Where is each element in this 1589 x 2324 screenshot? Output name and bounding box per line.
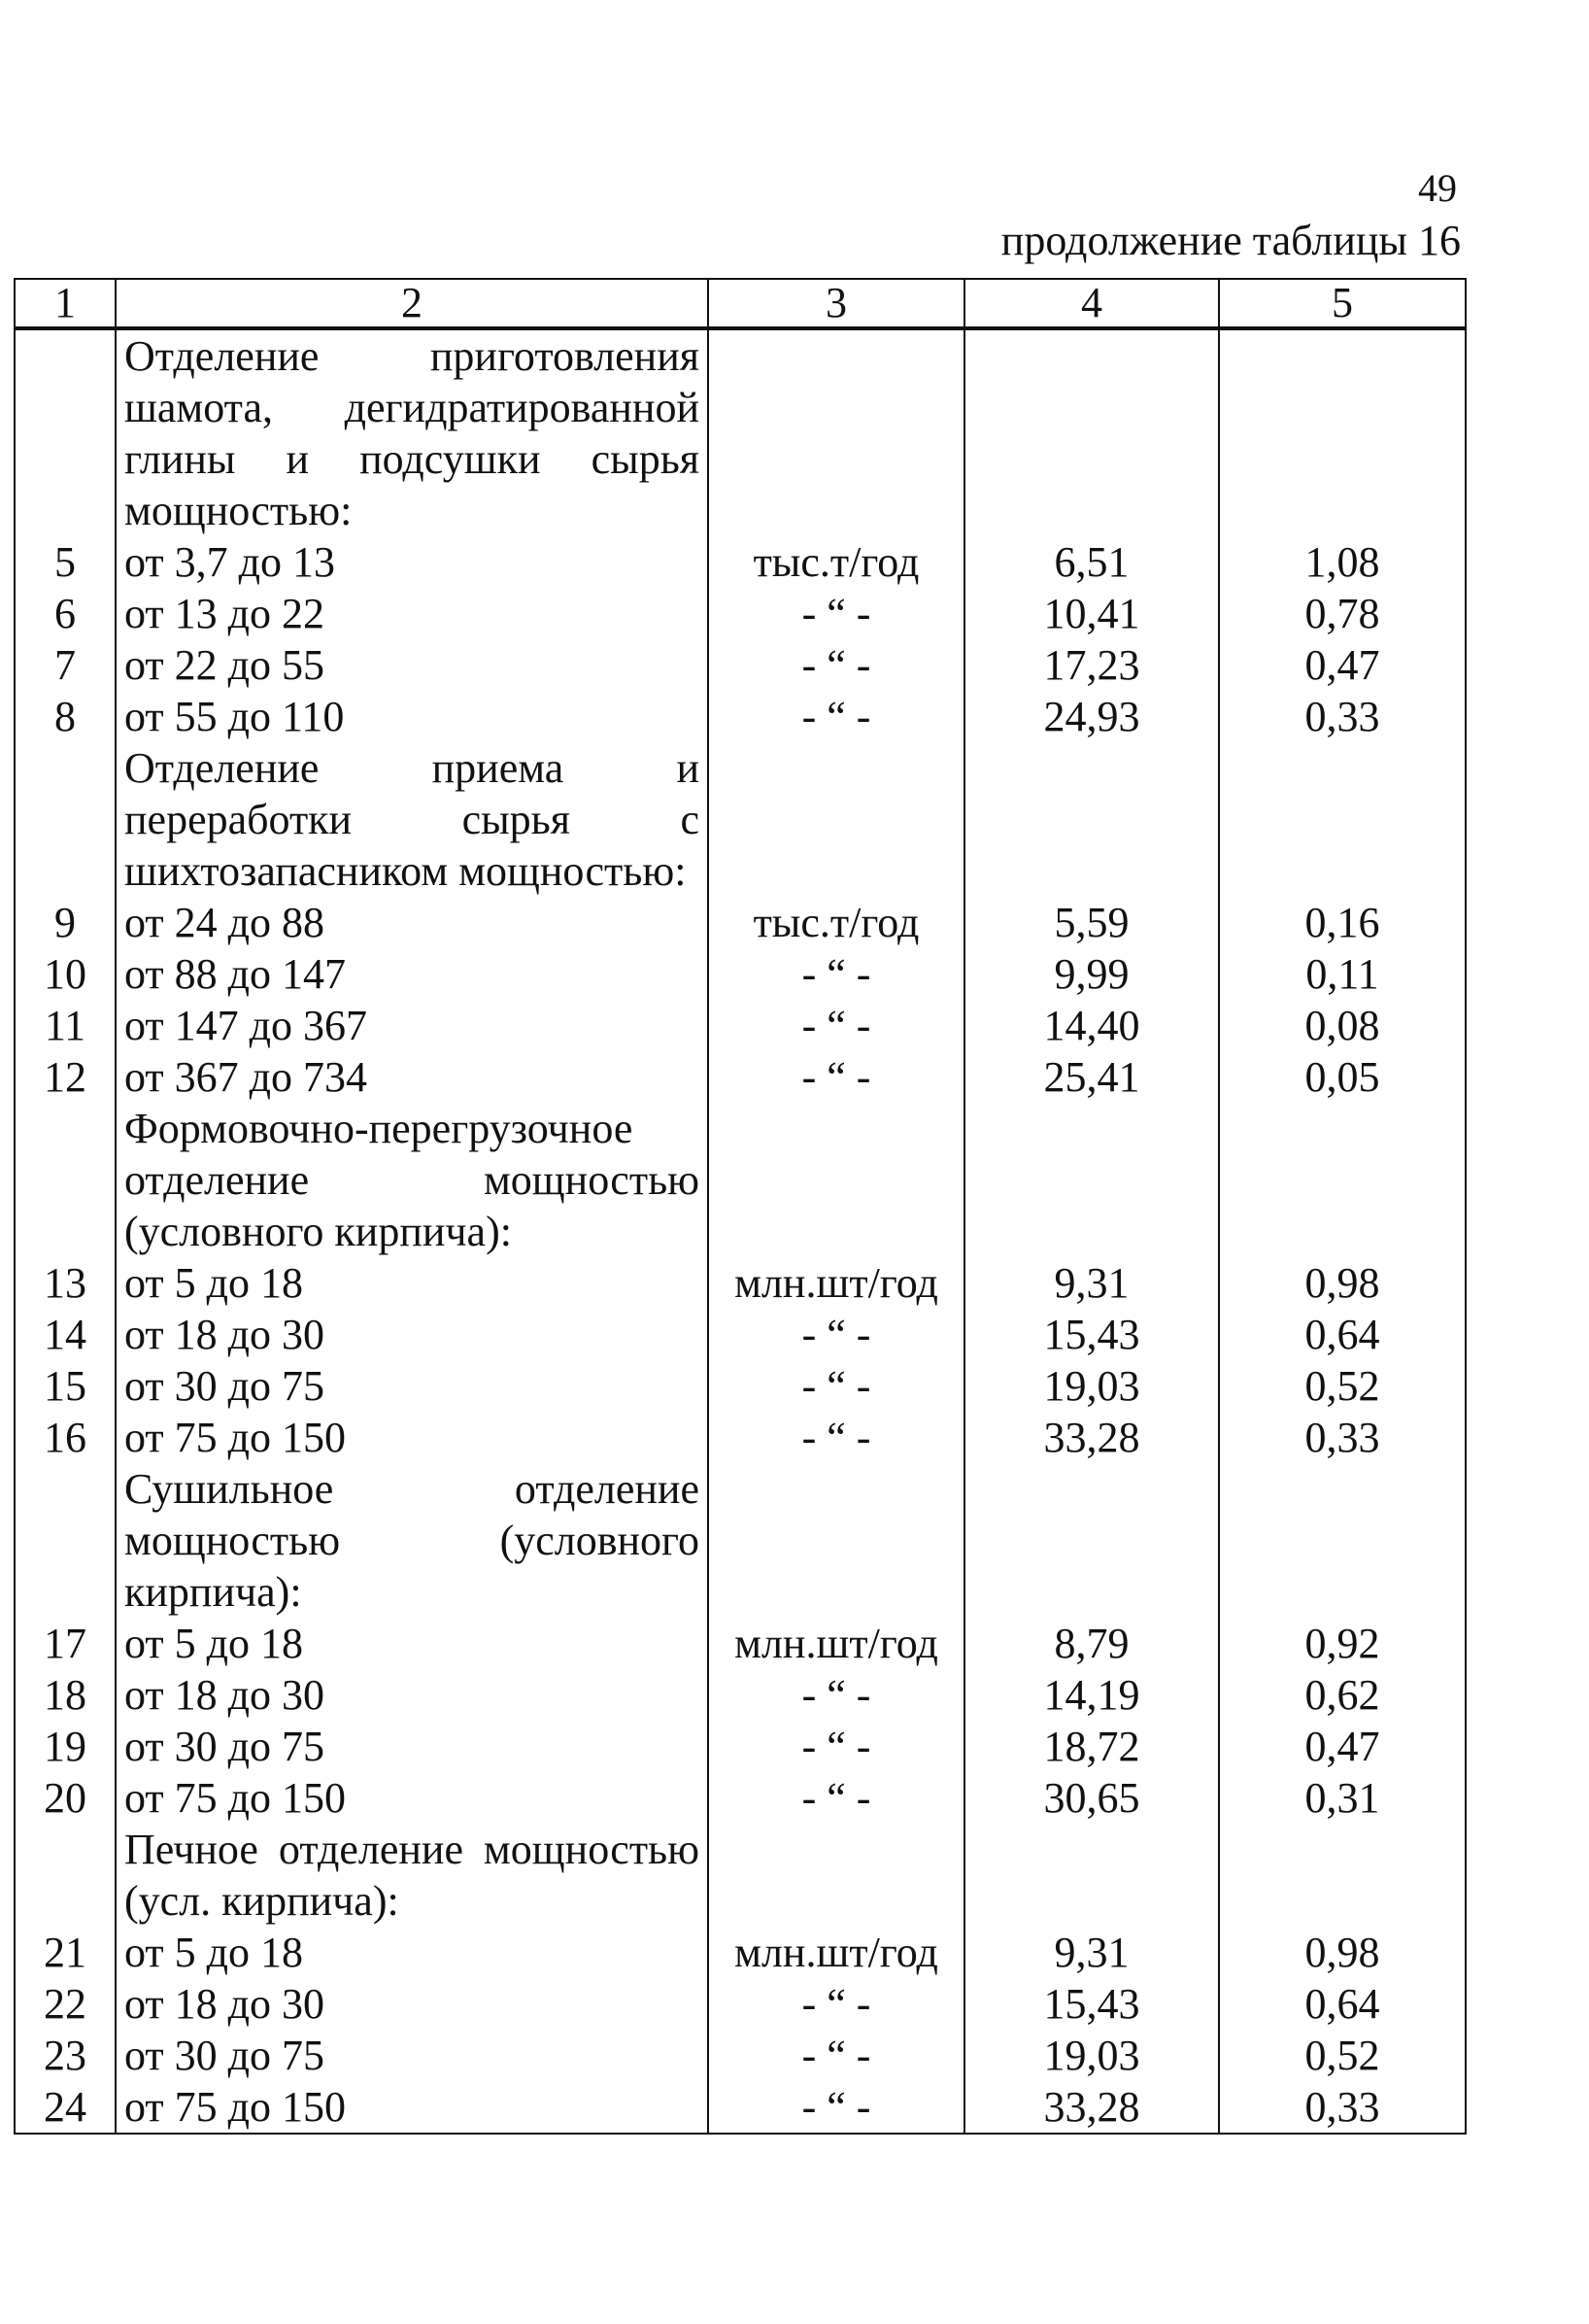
row-number: 15 [15, 1360, 116, 1412]
row-value-5: 0,16 [1219, 897, 1466, 948]
row-name: от 5 до 18 [116, 1257, 708, 1309]
row-unit: - “ - [708, 1978, 964, 2030]
row-value-5: 0,11 [1219, 948, 1466, 1000]
group-empty-cell [1219, 328, 1466, 536]
row-value-5: 0,33 [1219, 1412, 1466, 1463]
header-col-5: 5 [1219, 279, 1466, 328]
header-col-4: 4 [964, 279, 1219, 328]
table-row [15, 2081, 1466, 2134]
header-col-3: 3 [708, 279, 964, 328]
row-unit: - “ - [708, 2081, 964, 2134]
row-name: от 13 до 22 [116, 588, 708, 639]
group-title: Печное отделение мощностью (усл. кирпича): [116, 1824, 708, 1927]
row-name: от 75 до 150 [116, 1772, 708, 1824]
row-value-5: 0,47 [1219, 639, 1466, 691]
group-empty-cell [708, 1463, 964, 1618]
group-title-row [15, 1463, 1466, 1618]
row-value-5: 0,98 [1219, 1927, 1466, 1978]
table-row [15, 1412, 1466, 1463]
row-value-5: 0,78 [1219, 588, 1466, 639]
group-title: Отделение приготовления шамота, дегидратированной глины и подсушки сырья мощностью: [116, 328, 708, 536]
table-row [15, 1257, 1466, 1309]
group-title-row [15, 1824, 1466, 1927]
row-value-4: 19,03 [964, 2030, 1219, 2081]
header-col-2: 2 [116, 279, 708, 328]
row-name: от 18 до 30 [116, 1978, 708, 2030]
row-value-5: 0,47 [1219, 1721, 1466, 1772]
row-name: от 5 до 18 [116, 1618, 708, 1669]
group-empty-cell [964, 1103, 1219, 1257]
row-value-4: 15,43 [964, 1978, 1219, 2030]
row-value-4: 9,99 [964, 948, 1219, 1000]
row-number: 10 [15, 948, 116, 1000]
group-empty-cell [1219, 1463, 1466, 1618]
row-unit: млн.шт/год [708, 1257, 964, 1309]
row-number: 7 [15, 639, 116, 691]
row-value-5: 0,62 [1219, 1669, 1466, 1721]
row-value-4: 8,79 [964, 1618, 1219, 1669]
table-row [15, 536, 1466, 588]
group-title: Отделение приема и переработки сырья с шихтозапасником мощностью: [116, 742, 708, 897]
row-value-5: 0,33 [1219, 691, 1466, 742]
group-title-row [15, 328, 1466, 536]
row-value-5: 1,08 [1219, 536, 1466, 588]
table-row [15, 1927, 1466, 1978]
row-name: от 22 до 55 [116, 639, 708, 691]
row-unit: - “ - [708, 1051, 964, 1103]
row-value-5: 0,05 [1219, 1051, 1466, 1103]
row-value-5: 0,92 [1219, 1618, 1466, 1669]
row-value-5: 0,33 [1219, 2081, 1466, 2134]
row-value-4: 15,43 [964, 1309, 1219, 1360]
group-empty-cell [708, 742, 964, 897]
group-empty-cell [708, 1824, 964, 1927]
row-value-5: 0,98 [1219, 1257, 1466, 1309]
table-row [15, 1618, 1466, 1669]
row-unit: - “ - [708, 1721, 964, 1772]
row-unit: - “ - [708, 1000, 964, 1051]
group-title-row [15, 1103, 1466, 1257]
row-number: 13 [15, 1257, 116, 1309]
group-empty-cell [964, 742, 1219, 897]
row-value-4: 10,41 [964, 588, 1219, 639]
row-unit: - “ - [708, 1772, 964, 1824]
row-number: 23 [15, 2030, 116, 2081]
group-num-cell [15, 1463, 116, 1618]
group-num-cell [15, 1103, 116, 1257]
row-unit: - “ - [708, 1412, 964, 1463]
row-unit: тыс.т/год [708, 536, 964, 588]
row-number: 17 [15, 1618, 116, 1669]
row-number: 8 [15, 691, 116, 742]
group-title: Сушильное отделение мощностью (условного кирпича): [116, 1463, 708, 1618]
row-name: от 18 до 30 [116, 1309, 708, 1360]
row-value-4: 19,03 [964, 1360, 1219, 1412]
table-row [15, 1978, 1466, 2030]
row-value-4: 5,59 [964, 897, 1219, 948]
group-empty-cell [708, 1103, 964, 1257]
row-number: 5 [15, 536, 116, 588]
header-col-1: 1 [15, 279, 116, 328]
row-value-4: 9,31 [964, 1927, 1219, 1978]
row-name: от 18 до 30 [116, 1669, 708, 1721]
table-row [15, 1309, 1466, 1360]
row-name: от 147 до 367 [116, 1000, 708, 1051]
row-unit: - “ - [708, 1669, 964, 1721]
group-title-row [15, 742, 1466, 897]
group-empty-cell [1219, 1824, 1466, 1927]
table-row [15, 691, 1466, 742]
row-number: 19 [15, 1721, 116, 1772]
row-number: 14 [15, 1309, 116, 1360]
row-value-4: 6,51 [964, 536, 1219, 588]
group-num-cell [15, 328, 116, 536]
row-unit: - “ - [708, 691, 964, 742]
row-name: от 5 до 18 [116, 1927, 708, 1978]
table-row [15, 588, 1466, 639]
row-value-5: 0,31 [1219, 1772, 1466, 1824]
row-name: от 367 до 734 [116, 1051, 708, 1103]
row-number: 6 [15, 588, 116, 639]
group-empty-cell [1219, 742, 1466, 897]
row-unit: - “ - [708, 2030, 964, 2081]
row-number: 11 [15, 1000, 116, 1051]
row-number: 21 [15, 1927, 116, 1978]
row-value-5: 0,52 [1219, 1360, 1466, 1412]
table-row [15, 1669, 1466, 1721]
row-unit: млн.шт/год [708, 1618, 964, 1669]
row-number: 12 [15, 1051, 116, 1103]
row-name: от 24 до 88 [116, 897, 708, 948]
row-number: 20 [15, 1772, 116, 1824]
row-unit: - “ - [708, 1360, 964, 1412]
table-row [15, 639, 1466, 691]
header-row [15, 279, 1466, 328]
table-body [15, 328, 1466, 2134]
row-unit: - “ - [708, 1309, 964, 1360]
group-empty-cell [964, 1824, 1219, 1927]
group-empty-cell [964, 328, 1219, 536]
row-name: от 88 до 147 [116, 948, 708, 1000]
table-caption: продолжение таблицы 16 [1000, 217, 1461, 264]
row-name: от 30 до 75 [116, 1360, 708, 1412]
row-number: 9 [15, 897, 116, 948]
row-name: от 30 до 75 [116, 1721, 708, 1772]
row-value-5: 0,64 [1219, 1978, 1466, 2030]
group-num-cell [15, 742, 116, 897]
row-name: от 55 до 110 [116, 691, 708, 742]
row-unit: - “ - [708, 588, 964, 639]
row-value-4: 33,28 [964, 1412, 1219, 1463]
row-value-4: 24,93 [964, 691, 1219, 742]
table-row [15, 897, 1466, 948]
table-row [15, 1721, 1466, 1772]
table-row [15, 1000, 1466, 1051]
row-number: 24 [15, 2081, 116, 2134]
table-row [15, 1051, 1466, 1103]
row-unit: тыс.т/год [708, 897, 964, 948]
row-value-4: 9,31 [964, 1257, 1219, 1309]
row-value-4: 17,23 [964, 639, 1219, 691]
row-unit: - “ - [708, 948, 964, 1000]
row-number: 22 [15, 1978, 116, 2030]
row-value-4: 18,72 [964, 1721, 1219, 1772]
row-value-4: 30,65 [964, 1772, 1219, 1824]
row-unit: - “ - [708, 639, 964, 691]
row-name: от 30 до 75 [116, 2030, 708, 2081]
table-row [15, 1360, 1466, 1412]
row-number: 18 [15, 1669, 116, 1721]
group-empty-cell [964, 1463, 1219, 1618]
row-value-4: 14,19 [964, 1669, 1219, 1721]
row-name: от 3,7 до 13 [116, 536, 708, 588]
table-row [15, 2030, 1466, 2081]
row-value-4: 14,40 [964, 1000, 1219, 1051]
row-value-4: 25,41 [964, 1051, 1219, 1103]
table-row [15, 1772, 1466, 1824]
group-num-cell [15, 1824, 116, 1927]
table-row [15, 948, 1466, 1000]
row-name: от 75 до 150 [116, 2081, 708, 2134]
row-value-4: 33,28 [964, 2081, 1219, 2134]
row-value-5: 0,52 [1219, 2030, 1466, 2081]
row-number: 16 [15, 1412, 116, 1463]
group-empty-cell [1219, 1103, 1466, 1257]
row-value-5: 0,64 [1219, 1309, 1466, 1360]
data-table [14, 278, 1467, 2135]
group-title: Формовочно-перегрузочное отделение мощностью (условного кирпича): [116, 1103, 708, 1257]
row-name: от 75 до 150 [116, 1412, 708, 1463]
group-empty-cell [708, 328, 964, 536]
page-number: 49 [1418, 166, 1457, 210]
row-value-5: 0,08 [1219, 1000, 1466, 1051]
row-unit: млн.шт/год [708, 1927, 964, 1978]
